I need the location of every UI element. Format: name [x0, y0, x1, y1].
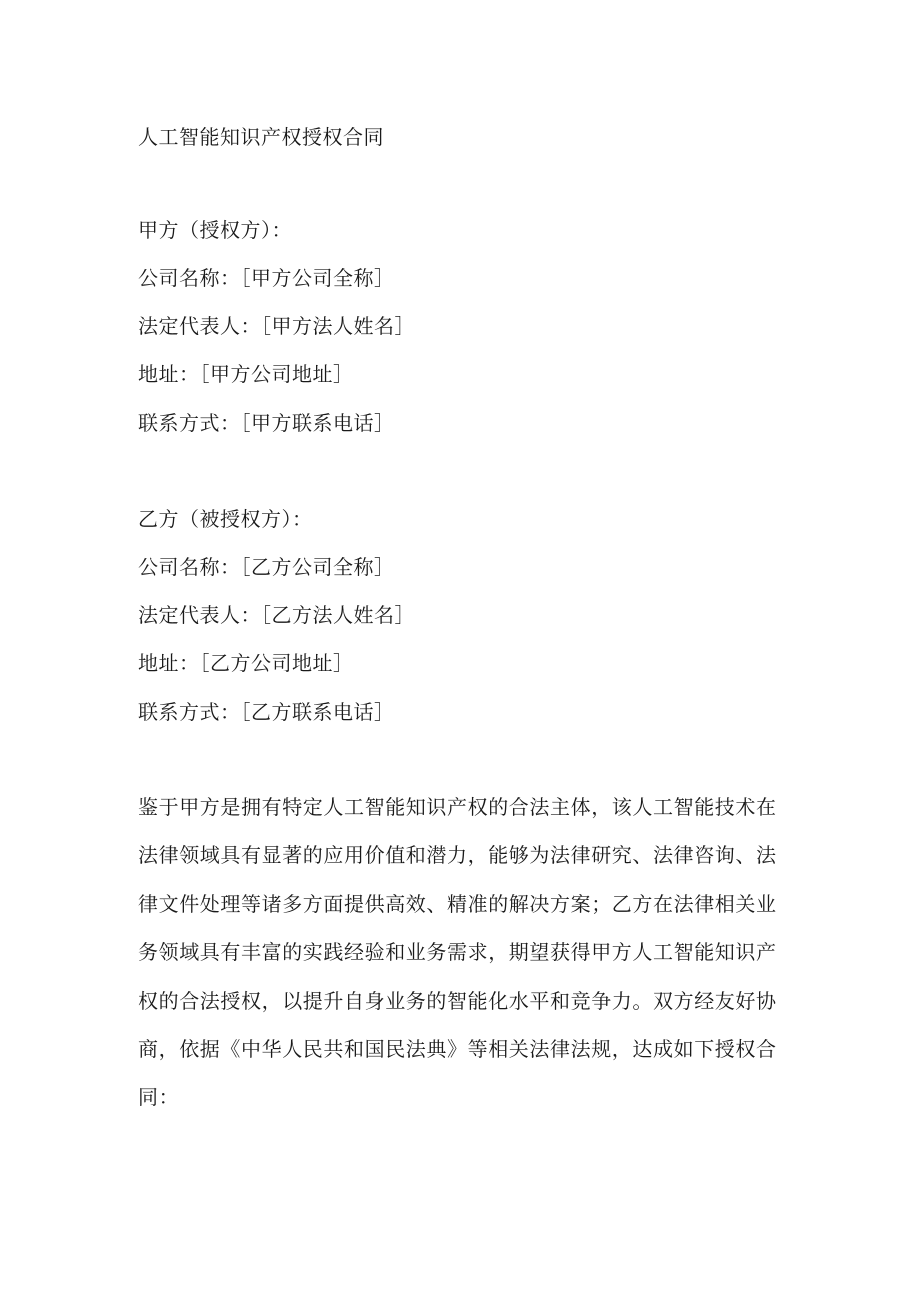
preamble-line: 同： — [138, 1085, 180, 1110]
party-b-legal-rep: 法定代表人：［乙方法人姓名］ — [138, 603, 415, 627]
preamble-line: 商，依据《中华人民共和国民法典》等相关法律法规，达成如下授权合 — [138, 1037, 777, 1062]
preamble-line: 律文件处理等诸多方面提供高效、精准的解决方案；乙方在法律相关业 — [138, 891, 777, 916]
party-b-company: 公司名称：［乙方公司全称］ — [138, 555, 395, 579]
party-b-address: 地址：［乙方公司地址］ — [138, 651, 354, 675]
party-a-contact: 联系方式：［甲方联系电话］ — [138, 411, 395, 435]
party-a-address: 地址：［甲方公司地址］ — [138, 362, 354, 386]
party-a-heading: 甲方（授权方）： — [138, 218, 292, 242]
preamble-line: 务领域具有丰富的实践经验和业务需求，期望获得甲方人工智能知识产 — [138, 940, 777, 965]
party-a-company: 公司名称：［甲方公司全称］ — [138, 266, 395, 290]
party-a-legal-rep: 法定代表人：［甲方法人姓名］ — [138, 314, 415, 338]
party-b-contact: 联系方式：［乙方联系电话］ — [138, 700, 395, 724]
preamble-line: 鉴于甲方是拥有特定人工智能知识产权的合法主体，该人工智能技术在 — [138, 795, 777, 819]
document-title: 人工智能知识产权授权合同 — [138, 125, 384, 149]
preamble-paragraph — [138, 783, 778, 1122]
party-b-heading: 乙方（被授权方）： — [138, 507, 313, 531]
preamble-line: 权的合法授权，以提升自身业务的智能化水平和竞争力。双方经友好协 — [138, 988, 777, 1013]
preamble-line: 法律领域具有显著的应用价值和潜力，能够为法律研究、法律咨询、法 — [138, 843, 777, 868]
